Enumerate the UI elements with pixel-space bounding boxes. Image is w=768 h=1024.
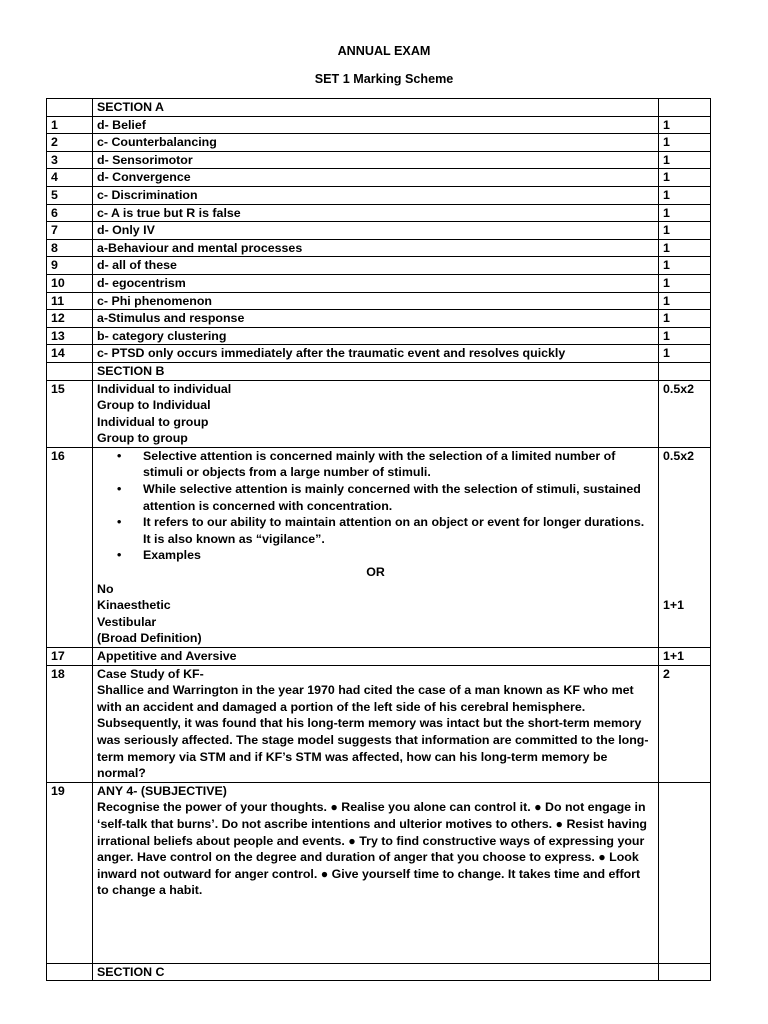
question-number: 2 <box>47 134 93 152</box>
bullet-item: • It refers to our ability to maintain attention on an object or event for longer durations. It is also known as “vigilance”. <box>97 514 654 547</box>
answer-line: Group to group <box>97 431 188 446</box>
answer-cell: d- Sensorimotor <box>93 151 659 169</box>
marks-cell: 0.5x2 <box>659 380 711 447</box>
marking-scheme-table <box>46 98 711 981</box>
answer-line: No <box>97 581 114 596</box>
answer-line: (Broad Definition) <box>97 631 202 646</box>
question-number: 15 <box>47 380 93 447</box>
marks-cell: 1 <box>659 257 711 275</box>
answer-cell <box>93 782 659 963</box>
answer-cell <box>93 447 659 647</box>
section-c-header-row <box>47 963 711 981</box>
section-a-label: SECTION A <box>93 99 659 117</box>
question-number: 4 <box>47 169 93 187</box>
empty-cell <box>659 963 711 981</box>
answer-cell: d- Belief <box>93 116 659 134</box>
marks-cell: 1 <box>659 186 711 204</box>
table-row <box>47 151 711 169</box>
exam-title: ANNUAL EXAM <box>337 44 431 58</box>
question-number: 6 <box>47 204 93 222</box>
answer-line: Group to Individual <box>97 398 211 413</box>
table-row-q15 <box>47 380 711 447</box>
answer-cell <box>93 665 659 782</box>
answer-cell: c- Counterbalancing <box>93 134 659 152</box>
marks-cell: 1 <box>659 327 711 345</box>
marks-cell: 1 <box>659 116 711 134</box>
answer-cell: Appetitive and Aversive <box>93 648 659 666</box>
answer-cell: c- A is true but R is false <box>93 204 659 222</box>
question-number: 18 <box>47 665 93 782</box>
question-number: 11 <box>47 292 93 310</box>
empty-cell <box>659 99 711 117</box>
table-row <box>47 116 711 134</box>
answer-body: Recognise the power of your thoughts. ● Realise you alone can control it. ● Do not engage in ‘self-talk that burns’. Do not ascribe intentions and ulterior motives to others. ● Resist having irrational beliefs about people and events. ● Try to find constructive ways of expressing your anger. Have control on the degree and duration of anger that you choose to express. ● Look inward not outward for anger control. ● Give yourself time to change. It takes time and effort to change a habit. <box>97 800 648 898</box>
marks-cell: 1 <box>659 239 711 257</box>
answer-cell: d- all of these <box>93 257 659 275</box>
marks-cell: 1 <box>659 274 711 292</box>
marks-cell: 1 <box>659 151 711 169</box>
table-row <box>47 257 711 275</box>
question-number: 19 <box>47 782 93 963</box>
table-row-q18 <box>47 665 711 782</box>
question-number: 12 <box>47 310 93 328</box>
bullet-item: • Selective attention is concerned mainly with the selection of a limited number of stimuli or objects from a large number of stimuli. <box>97 448 654 481</box>
answer-cell <box>93 380 659 447</box>
answer-cell: c- PTSD only occurs immediately after the traumatic event and resolves quickly <box>93 345 659 363</box>
section-c-label: SECTION C <box>93 963 659 981</box>
answer-heading: Case Study of KF- <box>97 666 204 681</box>
question-number: 8 <box>47 239 93 257</box>
question-number: 17 <box>47 648 93 666</box>
empty-cell <box>659 362 711 380</box>
table-row <box>47 169 711 187</box>
table-row <box>47 345 711 363</box>
marks-cell: 1 <box>659 310 711 328</box>
question-number: 10 <box>47 274 93 292</box>
answer-cell: a-Stimulus and response <box>93 310 659 328</box>
table-row-q16 <box>47 447 711 647</box>
answer-body: Shallice and Warrington in the year 1970 had cited the case of a man known as KF who met with an accident and damaged a portion of the left side of his cerebral hemisphere. Subsequently, it was found that his long-term memory was intact but the short-term memory was seriously affected. The stage model suggests that information are committed to the long-term memory via STM and if KF’s STM was affected, how can his long-term memory be normal? <box>97 683 649 781</box>
answer-cell: b- category clustering <box>93 327 659 345</box>
bullet-item: • Examples <box>97 547 654 564</box>
table-row <box>47 204 711 222</box>
table-row <box>47 310 711 328</box>
bullet-item: • While selective attention is mainly concerned with the selection of stimuli, sustained attention is concerned with concentration. <box>97 481 654 514</box>
marks-cell: 1 <box>659 222 711 240</box>
table-body <box>47 99 711 981</box>
question-number: 9 <box>47 257 93 275</box>
answer-cell: d- Only IV <box>93 222 659 240</box>
table-row <box>47 186 711 204</box>
answer-heading: ANY 4- (SUBJECTIVE) <box>97 783 227 798</box>
question-number: 5 <box>47 186 93 204</box>
table-row <box>47 327 711 345</box>
question-number: 7 <box>47 222 93 240</box>
section-a-header-row <box>47 99 711 117</box>
answer-line: Kinaesthetic <box>97 598 171 613</box>
marks-value: 0.5x2 <box>663 448 695 463</box>
bullet-list <box>97 448 654 564</box>
marks-value-alt: 1+1 <box>663 598 685 613</box>
table-row-q17 <box>47 648 711 666</box>
table-row-q19 <box>47 782 711 963</box>
table-row <box>47 134 711 152</box>
marks-cell: 1 <box>659 292 711 310</box>
question-number: 1 <box>47 116 93 134</box>
question-number: 13 <box>47 327 93 345</box>
answer-cell: c- Phi phenomenon <box>93 292 659 310</box>
answer-cell: c- Discrimination <box>93 186 659 204</box>
section-b-header-row <box>47 362 711 380</box>
question-number: 16 <box>47 447 93 647</box>
or-label: OR <box>366 565 385 580</box>
marking-scheme-subtitle: SET 1 Marking Scheme <box>314 72 454 86</box>
section-b-label: SECTION B <box>93 362 659 380</box>
marks-cell: 1 <box>659 345 711 363</box>
answer-line: Individual to group <box>97 414 209 429</box>
empty-cell <box>47 963 93 981</box>
marks-cell <box>659 447 711 647</box>
table-row <box>47 274 711 292</box>
question-number: 3 <box>47 151 93 169</box>
table-row <box>47 292 711 310</box>
answer-cell: d- egocentrism <box>93 274 659 292</box>
answer-cell: d- Convergence <box>93 169 659 187</box>
empty-cell <box>47 362 93 380</box>
marks-cell: 1 <box>659 204 711 222</box>
marks-cell: 2 <box>659 665 711 782</box>
answer-cell: a-Behaviour and mental processes <box>93 239 659 257</box>
answer-line: Individual to individual <box>97 381 232 396</box>
question-number: 14 <box>47 345 93 363</box>
marks-cell <box>659 782 711 963</box>
empty-cell <box>47 99 93 117</box>
marks-spacer <box>663 464 706 597</box>
table-row <box>47 222 711 240</box>
marks-cell: 1 <box>659 169 711 187</box>
table-row <box>47 239 711 257</box>
answer-line: Vestibular <box>97 614 157 629</box>
marks-cell: 1+1 <box>659 648 711 666</box>
marks-cell: 1 <box>659 134 711 152</box>
